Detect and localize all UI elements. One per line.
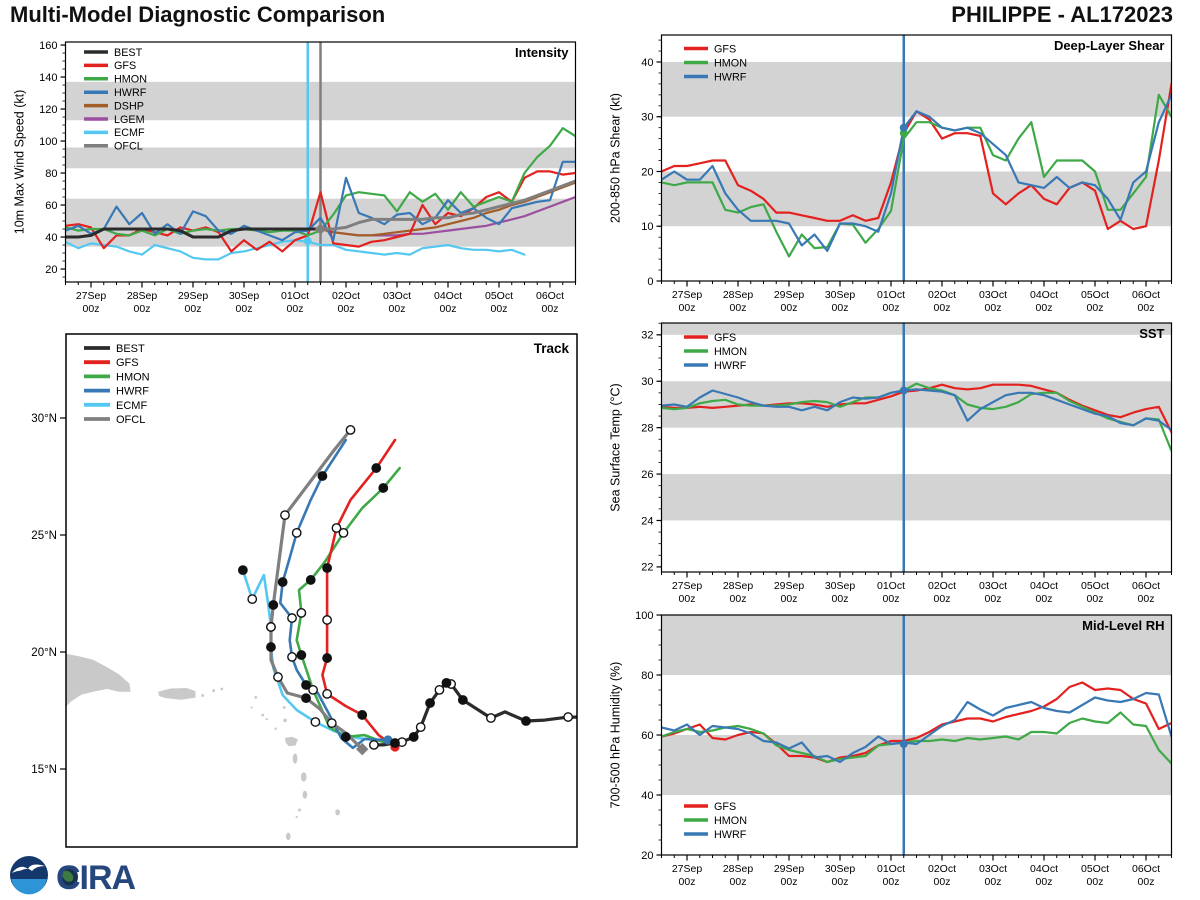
svg-text:00z: 00z — [780, 302, 798, 314]
track-marker-ofcl — [281, 511, 289, 519]
x-tick-label: 30Sep — [824, 580, 856, 592]
island-tortola — [220, 688, 223, 691]
svg-text:00z: 00z — [984, 593, 1002, 605]
ylabel-intensity: 10m Max Wind Speed (kt) — [12, 89, 27, 235]
island-hispaniola — [65, 654, 131, 708]
x-tick-label: 29Sep — [773, 580, 805, 592]
svg-text:00z: 00z — [1137, 302, 1155, 314]
legend-label-hwrf: HWRF — [116, 385, 149, 398]
svg-text:00z: 00z — [1086, 593, 1104, 605]
svg-text:00z: 00z — [82, 303, 100, 315]
ylabel-sst: Sea Surface Temp (°C) — [608, 383, 623, 512]
island-antigua — [283, 719, 287, 723]
island-guadeloupe — [285, 737, 298, 746]
y-tick-label: 60 — [45, 199, 58, 212]
island-montserrat — [274, 728, 276, 730]
svg-text:00z: 00z — [1035, 593, 1053, 605]
track-marker-hwrf — [292, 529, 300, 537]
x-tick-label: 27Sep — [671, 580, 703, 592]
panel-intensity — [13, 40, 576, 315]
track-marker-ecmf — [239, 566, 247, 574]
track-marker-gfs — [323, 564, 331, 572]
lat-tick-label: 20°N — [31, 647, 57, 659]
track-marker-gfs — [323, 654, 331, 662]
svg-text:00z: 00z — [678, 593, 696, 605]
y-tick-label: 30 — [641, 376, 654, 389]
x-tick-label: 29Sep — [773, 289, 805, 301]
x-tick-label: 02Oct — [927, 863, 957, 875]
track-marker-gfs — [372, 464, 380, 472]
panel-sst — [609, 323, 1172, 605]
y-tick-label: 32 — [641, 329, 654, 342]
x-tick-label: 27Sep — [75, 290, 107, 302]
panel-label-sst: SST — [1139, 326, 1165, 341]
x-tick-label: 27Sep — [671, 289, 703, 301]
y-tick-label: 10 — [641, 221, 654, 234]
track-marker-hwrf — [278, 578, 286, 586]
svg-text:00z: 00z — [1086, 876, 1104, 888]
x-tick-label: 04Oct — [1029, 289, 1059, 301]
svg-text:00z: 00z — [933, 593, 951, 605]
panel-label-rh: Mid-Level RH — [1082, 618, 1165, 633]
track-marker-best — [409, 733, 417, 741]
x-tick-label: 04Oct — [1029, 580, 1059, 592]
svg-text:00z: 00z — [984, 302, 1002, 314]
svg-text:00z: 00z — [388, 303, 406, 315]
y-tick-label: 28 — [641, 422, 654, 435]
noaa-logo — [10, 856, 48, 894]
legend-label-ofcl: OFCL — [114, 140, 143, 153]
legend-label-hmon: HMON — [714, 345, 747, 358]
track-marker-hwrf — [318, 472, 326, 480]
island-st-lucia — [303, 791, 308, 799]
x-tick-label: 02Oct — [331, 290, 361, 302]
y-tick-label: 100 — [39, 135, 58, 148]
track-marker-ofcl — [346, 426, 354, 434]
svg-text:00z: 00z — [729, 302, 747, 314]
track-ofcl — [271, 430, 362, 749]
y-tick-label: 160 — [39, 39, 58, 52]
svg-text:00z: 00z — [780, 876, 798, 888]
legend-label-gfs: GFS — [714, 43, 737, 56]
ylabel-shear: 200-850 hPa Shear (kt) — [608, 93, 623, 223]
track-marker-ofcl — [302, 694, 310, 702]
lat-tick-label: 15°N — [31, 764, 57, 776]
legend-label-gfs: GFS — [714, 800, 737, 813]
track-marker-best — [417, 723, 425, 731]
island-barbados — [335, 809, 340, 815]
band-shear — [662, 171, 1172, 226]
svg-text:00z: 00z — [831, 876, 849, 888]
x-tick-label: 05Oct — [1080, 580, 1110, 592]
track-marker-hmon — [379, 484, 387, 492]
y-tick-label: 20 — [45, 263, 58, 276]
x-tick-label: 02Oct — [927, 580, 957, 592]
y-tick-label: 140 — [39, 71, 58, 84]
legend-label-ofcl: OFCL — [116, 414, 146, 426]
x-tick-label: 03Oct — [978, 863, 1008, 875]
x-tick-label: 01Oct — [876, 863, 906, 875]
track-marker-hmon — [297, 651, 305, 659]
track-marker-ofcl — [267, 643, 275, 651]
x-tick-label: 03Oct — [978, 289, 1008, 301]
track-marker-hwrf — [288, 653, 296, 661]
legend-label-dshp: DSHP — [114, 100, 144, 113]
panel-label-shear: Deep-Layer Shear — [1053, 38, 1165, 53]
svg-text:00z: 00z — [1137, 593, 1155, 605]
track-marker-ofcl — [328, 719, 336, 727]
ylabel-rh: 700-500 hPa Humidity (%) — [608, 661, 623, 809]
y-tick-label: 120 — [39, 103, 58, 116]
track-marker-ofcl — [267, 623, 275, 631]
svg-text:00z: 00z — [933, 302, 951, 314]
track-marker-best — [426, 699, 434, 707]
track-marker-gfs — [323, 616, 331, 624]
y-tick-label: 80 — [641, 669, 654, 682]
svg-text:00z: 00z — [541, 303, 559, 315]
island-vieques — [201, 694, 204, 697]
track-marker-ecmf — [248, 595, 256, 603]
x-tick-label: 28Sep — [722, 863, 754, 875]
track-marker-ofcl — [274, 673, 282, 681]
init-dot — [900, 740, 908, 748]
storm-title: PHILIPPE - AL172023 — [951, 2, 1173, 27]
x-tick-label: 30Sep — [824, 863, 856, 875]
legend-label-gfs: GFS — [114, 60, 137, 73]
init-dot — [900, 387, 908, 395]
legend-label-best: BEST — [114, 46, 143, 59]
band-sst — [662, 474, 1172, 520]
x-tick-label: 06Oct — [535, 290, 565, 302]
track-marker-best — [522, 717, 530, 725]
x-tick-label: 01Oct — [876, 289, 906, 301]
svg-text:00z: 00z — [490, 303, 508, 315]
x-tick-label: 01Oct — [876, 580, 906, 592]
y-tick-label: 24 — [641, 515, 654, 528]
island-saba — [250, 706, 252, 708]
legend-label-gfs: GFS — [714, 331, 737, 344]
x-tick-label: 05Oct — [484, 290, 514, 302]
x-tick-label: 05Oct — [1080, 863, 1110, 875]
island-st-vincent — [298, 808, 301, 811]
legend-label-hmon: HMON — [116, 371, 150, 384]
svg-text:00z: 00z — [439, 303, 457, 315]
track-marker-ecmf — [311, 718, 319, 726]
track-marker-gfs — [323, 690, 331, 698]
svg-text:00z: 00z — [729, 876, 747, 888]
legend-label-hwrf: HWRF — [714, 359, 747, 372]
legend-label-hmon: HMON — [714, 814, 747, 827]
track-marker-best — [487, 714, 495, 722]
lat-tick-label: 25°N — [31, 530, 57, 542]
y-tick-label: 26 — [641, 468, 654, 481]
island-grenadines — [296, 816, 298, 818]
x-tick-label: 02Oct — [927, 289, 957, 301]
logos — [8, 852, 208, 898]
y-tick-label: 22 — [641, 561, 654, 574]
track-marker-best — [435, 686, 443, 694]
track-marker-hmon — [342, 733, 350, 741]
svg-text:00z: 00z — [133, 303, 151, 315]
svg-text:00z: 00z — [337, 303, 355, 315]
track-marker-gfs — [332, 524, 340, 532]
x-tick-label: 05Oct — [1080, 289, 1110, 301]
y-tick-label: 80 — [45, 167, 58, 180]
track-hwrf — [280, 440, 388, 748]
track-marker-ofcl — [269, 601, 277, 609]
x-tick-label: 06Oct — [1131, 580, 1161, 592]
x-tick-label: 06Oct — [1131, 863, 1161, 875]
svg-text:00z: 00z — [235, 303, 253, 315]
svg-text:00z: 00z — [831, 302, 849, 314]
x-tick-label: 29Sep — [773, 863, 805, 875]
track-marker-best — [459, 696, 467, 704]
track-marker-hwrf — [302, 681, 310, 689]
x-tick-label: 06Oct — [1131, 289, 1161, 301]
band-shear — [662, 62, 1172, 117]
x-tick-label: 01Oct — [280, 290, 310, 302]
init-dot — [900, 124, 908, 132]
x-tick-label: 28Sep — [722, 580, 754, 592]
y-tick-label: 100 — [635, 609, 654, 622]
track-marker-best — [442, 679, 450, 687]
track-marker-gfs — [358, 711, 366, 719]
legend-label-hwrf: HWRF — [714, 828, 747, 841]
svg-text:00z: 00z — [780, 593, 798, 605]
track-marker-best — [564, 713, 572, 721]
legend-label-ecmf: ECMF — [116, 399, 148, 412]
band-sst — [662, 323, 1172, 335]
legend-label-hwrf: HWRF — [114, 87, 147, 99]
x-tick-label: 03Oct — [978, 580, 1008, 592]
island-nevis — [266, 718, 268, 720]
island-st-kitts — [261, 714, 264, 717]
island-st-martin — [254, 696, 257, 699]
y-tick-label: 40 — [45, 231, 58, 244]
svg-text:00z: 00z — [984, 876, 1002, 888]
svg-text:00z: 00z — [184, 303, 202, 315]
x-tick-label: 30Sep — [824, 289, 856, 301]
x-tick-label: 03Oct — [382, 290, 412, 302]
y-tick-label: 40 — [641, 56, 654, 69]
track-marker-best — [370, 741, 378, 749]
svg-text:00z: 00z — [1035, 876, 1053, 888]
x-tick-label: 04Oct — [1029, 863, 1059, 875]
lat-tick-label: 30°N — [31, 413, 57, 425]
track-marker-hmon — [297, 609, 305, 617]
svg-text:00z: 00z — [882, 593, 900, 605]
svg-text:00z: 00z — [729, 593, 747, 605]
island-puerto-rico — [158, 688, 195, 700]
island-grenada — [286, 833, 291, 840]
x-tick-label: 28Sep — [722, 289, 754, 301]
init-dot — [304, 237, 312, 245]
svg-text:00z: 00z — [882, 302, 900, 314]
x-tick-label: 27Sep — [671, 863, 703, 875]
svg-text:00z: 00z — [1137, 876, 1155, 888]
y-tick-label: 20 — [641, 166, 654, 179]
legend-label-gfs: GFS — [116, 357, 139, 370]
svg-text:00z: 00z — [286, 303, 304, 315]
x-tick-label: 04Oct — [433, 290, 463, 302]
x-tick-label: 28Sep — [126, 290, 158, 302]
track-marker-hwrf — [288, 614, 296, 622]
y-tick-label: 30 — [641, 111, 654, 124]
track-marker-best — [391, 739, 399, 747]
island-dominica — [293, 753, 298, 763]
panel-rh — [609, 610, 1172, 888]
legend-label-ecmf: ECMF — [114, 127, 145, 140]
svg-text:00z: 00z — [882, 876, 900, 888]
track-marker-hmon — [307, 576, 315, 584]
y-tick-label: 60 — [641, 729, 654, 742]
svg-text:00z: 00z — [933, 876, 951, 888]
figure-title: Multi-Model Diagnostic Comparison — [10, 2, 386, 27]
x-tick-label: 30Sep — [228, 290, 260, 302]
panel-label-track: Track — [533, 341, 569, 356]
cira-logo — [56, 859, 136, 897]
x-tick-label: 29Sep — [177, 290, 209, 302]
panel-shear — [609, 35, 1172, 314]
legend-label-lgem: LGEM — [114, 113, 145, 126]
y-tick-label: 20 — [641, 849, 654, 862]
svg-text:00z: 00z — [678, 876, 696, 888]
island-barbuda — [283, 706, 286, 709]
svg-text:00z: 00z — [1035, 302, 1053, 314]
y-tick-label: 0 — [647, 275, 654, 288]
panel-track — [31, 334, 577, 847]
legend-label-hmon: HMON — [714, 57, 747, 70]
island-martinique — [301, 772, 307, 781]
svg-text:00z: 00z — [1086, 302, 1104, 314]
track-best — [374, 683, 578, 745]
legend-label-hwrf: HWRF — [714, 71, 747, 84]
svg-text:00z: 00z — [678, 302, 696, 314]
island-st-thomas — [212, 689, 215, 692]
legend-label-hmon: HMON — [114, 73, 147, 86]
legend-label-best: BEST — [116, 343, 145, 355]
cira-text: CIRA — [56, 859, 136, 897]
y-tick-label: 40 — [641, 789, 654, 802]
panel-label-intensity: Intensity — [515, 45, 569, 60]
svg-text:00z: 00z — [831, 593, 849, 605]
